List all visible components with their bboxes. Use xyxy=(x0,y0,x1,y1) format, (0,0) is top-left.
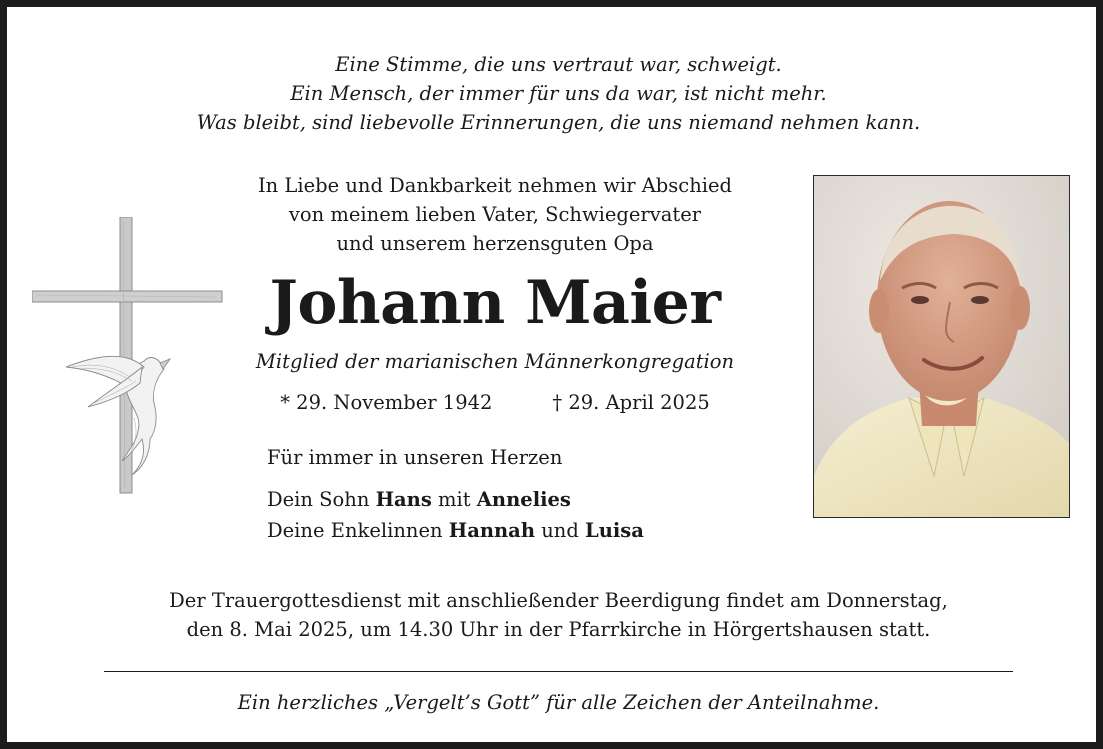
service-info-line-2: den 8. Mai 2025, um 14.30 Uhr in der Pfarrkirche in Hörgertshausen statt. xyxy=(186,618,931,641)
portrait-image xyxy=(814,176,1070,518)
membership-line: Mitglied der marianischen Männerkongregation xyxy=(255,350,735,373)
intro-line-1: In Liebe und Dankbarkeit nehmen wir Abschied xyxy=(257,174,733,197)
intro-line-2: von meinem lieben Vater, Schwiegervater xyxy=(288,203,702,226)
deceased-name: Johann Maier xyxy=(269,268,721,338)
death-date: † 29. April 2025 xyxy=(552,391,710,414)
service-info-line-1: Der Trauergottesdienst mit anschließender Beerdigung findet am Donnerstag, xyxy=(169,589,948,612)
son-partner-name: Annelies xyxy=(476,488,571,511)
life-dates xyxy=(175,388,815,417)
verse-line-3: Was bleibt, sind liebevolle Erinnerungen, die uns niemand nehmen kann. xyxy=(196,111,921,134)
intro-line-3: und unserem herzensguten Opa xyxy=(336,232,654,255)
family-son-line xyxy=(267,485,571,514)
son-prefix: Dein Sohn xyxy=(267,488,370,511)
grandchildren-connector: und xyxy=(541,519,579,542)
portrait-photo xyxy=(813,175,1070,518)
verse-line-1: Eine Stimme, die uns vertraut war, schweigt. xyxy=(335,53,782,76)
grandchildren-prefix: Deine Enkelinnen xyxy=(267,519,443,542)
birth-date: * 29. November 1942 xyxy=(280,391,493,414)
thanks-line: Ein herzliches „Vergelt’s Gott” für alle Zeichen der Anteilnahme. xyxy=(237,691,880,714)
grandchild-name-1: Hannah xyxy=(448,519,535,542)
family-grandchildren-line xyxy=(267,516,644,545)
grandchild-name-2: Luisa xyxy=(585,519,644,542)
family-motto: Für immer in unseren Herzen xyxy=(267,446,563,469)
son-connector: mit xyxy=(438,488,471,511)
verse-line-2: Ein Mensch, der immer für uns da war, ist nicht mehr. xyxy=(290,82,827,105)
son-name: Hans xyxy=(375,488,432,511)
divider-line xyxy=(104,671,1013,672)
